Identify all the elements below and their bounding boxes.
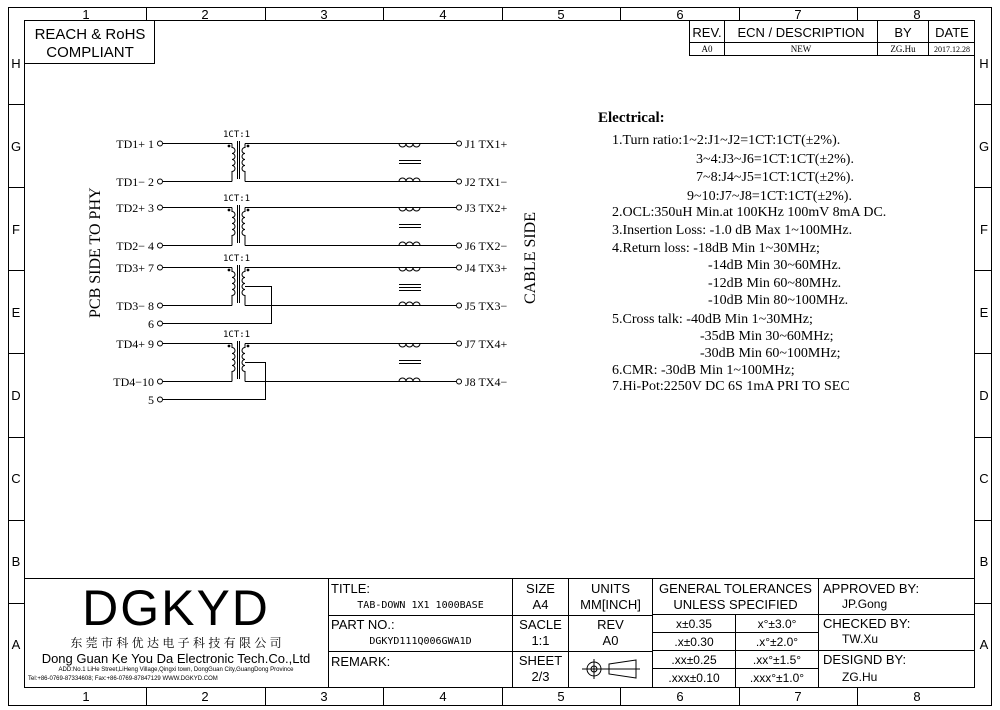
units-label: UNITS [591,581,630,596]
zone-row-h: H [11,56,21,71]
sheet-label: SHEET [518,653,563,668]
pin-td3-plus: TD3+ 7 [116,261,154,275]
spec-line: -12dB Min 60~80MHz. [708,276,842,291]
transformer-schematic [158,141,462,402]
pin-j4: J4 TX3+ [465,261,508,275]
title-value: TAB-DOWN 1X1 1000BASE [357,600,484,611]
part-no-label: PART NO.: [331,617,395,632]
pin-td2-plus: TD2+ 3 [116,201,154,215]
spec-line: 4.Return loss: -18dB Min 1~30MHz; [612,241,820,256]
zone-row-f: F [12,222,20,237]
company-logo: DGKYD [82,580,270,636]
ct-ratio-label: 1CT:1 [223,254,251,264]
zone-col-2: 2 [201,7,209,22]
spec-line: 7~8:J4~J5=1CT:1CT(±2%). [696,170,854,185]
pin-j6: J6 TX2− [465,239,508,253]
spec-line: 7.Hi-Pot:2250V DC 6S 1mA PRI TO SEC [612,379,850,394]
electrical-title: Electrical: [598,110,665,126]
company-name-cn: 东 莞 市 科 优 达 电 子 科 技 有 限 公 司 [70,636,282,650]
spec-line: -10dB Min 80~100MHz. [708,293,849,308]
date-header: DATE [935,25,969,40]
company-address: ADD:No.1 LiHe Street,LiHeng Village,Qingxi town, DongGuan City,GuangDong Province [58,667,294,673]
zone-col-2: 2 [201,689,209,704]
zone-row-a: A [11,637,21,652]
spec-line: -30dB Min 60~100MHz; [700,346,841,361]
spec-line: 1.Turn ratio:1~2:J1~J2=1CT:1CT(±2%). [612,133,841,148]
tol-linear: x±0.35 [676,617,712,631]
ct-ratio-label: 1CT:1 [223,194,251,204]
zone-col-1: 1 [82,7,90,22]
by-header: BY [894,25,912,40]
tol-angle: .xxx°±1.0° [749,671,805,685]
zone-row-a: A [979,637,989,652]
pin-j3: J3 TX2+ [465,201,508,215]
ct-ratio-label: 1CT:1 [223,330,251,340]
zone-row-b: B [11,554,21,569]
spec-line: 3~4:J3~J6=1CT:1CT(±2%). [696,152,854,167]
ecn-header: ECN / DESCRIPTION [737,25,865,40]
remark-label: REMARK: [331,654,391,669]
rev-header: REV. [692,25,722,40]
zone-col-3: 3 [320,689,328,704]
zone-row-d: D [979,388,989,403]
zone-row-h: H [979,56,989,71]
scale-value: 1:1 [531,633,550,648]
checked-value: TW.Xu [842,632,879,646]
zone-row-c: C [11,471,21,486]
spec-line: 9~10:J7~J8=1CT:1CT(±2%). [687,189,852,204]
spec-line: -35dB Min 30~60MHz; [700,329,834,344]
tolerances-subtitle: UNLESS SPECIFIED [673,597,798,612]
pin-j7: J7 TX4+ [465,337,508,351]
pin-td3-minus: TD3− 8 [116,299,154,313]
approved-label: APPROVED BY: [823,581,920,596]
ecn-value: NEW [790,44,812,54]
pin-td4-minus: TD4−10 [113,375,154,389]
tol-angle: .x°±2.0° [755,635,799,649]
approved-value: JP.Gong [842,597,888,611]
zone-row-g: G [10,139,22,154]
zone-col-1: 1 [82,689,90,704]
spec-line: -14dB Min 30~60MHz. [708,258,842,273]
designed-value: ZG.Hu [842,670,878,684]
zone-col-4: 4 [439,689,447,704]
compliance-line-1: REACH & RoHS [34,26,146,43]
size-value: A4 [532,597,549,612]
rev-value: A0 [701,44,713,54]
tolerances-title: GENERAL TOLERANCES [659,581,812,596]
pin-5: 5 [148,393,154,407]
size-label: SIZE [526,581,555,596]
part-no-value: DGKYD111Q006GWA1D [369,636,472,647]
pin-j1: J1 TX1+ [465,137,508,151]
designed-label: DESIGND BY: [823,652,907,667]
zone-col-4: 4 [439,7,447,22]
compliance-line-2: COMPLIANT [46,44,134,61]
pin-td4-plus: TD4+ 9 [116,337,154,351]
projection-symbol [582,659,640,679]
pin-td2-minus: TD2− 4 [116,239,154,253]
tol-angle: .xx°±1.5° [752,653,802,667]
spec-line: 5.Cross talk: -40dB Min 1~30MHz; [612,312,813,327]
pin-td1-plus: TD1+ 1 [116,137,154,151]
date-value: 2017.12.28 [934,45,970,54]
spec-line: 3.Insertion Loss: -1.0 dB Max 1~100MHz. [612,223,853,238]
tol-linear: .xx±0.25 [671,653,717,667]
zone-row-b: B [979,554,989,569]
rev-label: REV [597,617,624,632]
zone-col-3: 3 [320,7,328,22]
pin-j5: J5 TX3− [465,299,508,313]
spec-line: 6.CMR: -30dB Min 1~100MHz; [612,363,795,378]
spec-line: 2.OCL:350uH Min.at 100KHz 100mV 8mA DC. [612,205,887,220]
cable-side-label: CABLE SIDE [522,212,539,304]
zone-col-5: 5 [557,689,565,704]
by-value: ZG.Hu [890,44,916,54]
pin-6: 6 [148,317,154,331]
zone-row-e: E [979,305,989,320]
zone-col-6: 6 [676,689,684,704]
ct-ratio-label: 1CT:1 [223,130,251,140]
zone-col-8: 8 [913,689,921,704]
company-contact: Tel:+86-0769-87334608; Fax:+86-0769-87847129 WWW.DGKYD.COM [28,676,218,682]
zone-col-8: 8 [913,7,921,22]
company-name-en: Dong Guan Ke You Da Electronic Tech.Co.,Ltd [41,651,311,666]
scale-label: SACLE [519,617,562,632]
zone-col-7: 7 [794,689,802,704]
pcb-side-label: PCB SIDE TO PHY [87,187,104,318]
sheet-value: 2/3 [531,669,550,684]
title-label: TITLE: [331,581,371,596]
tol-angle: x°±3.0° [757,617,797,631]
tol-linear: .xxx±0.10 [668,671,720,685]
units-value: MM[INCH] [580,597,641,612]
zone-col-5: 5 [557,7,565,22]
zone-col-6: 6 [676,7,684,22]
tol-linear: .x±0.30 [674,635,714,649]
pin-j8: J8 TX4− [465,375,508,389]
zone-row-c: C [979,471,989,486]
pin-td1-minus: TD1− 2 [116,175,154,189]
rev-value: A0 [602,633,619,648]
zone-col-7: 7 [794,7,802,22]
checked-label: CHECKED BY: [823,616,911,631]
pin-j2: J2 TX1− [465,175,508,189]
zone-row-f: F [980,222,988,237]
zone-row-g: G [978,139,990,154]
zone-row-e: E [11,305,21,320]
zone-row-d: D [11,388,21,403]
